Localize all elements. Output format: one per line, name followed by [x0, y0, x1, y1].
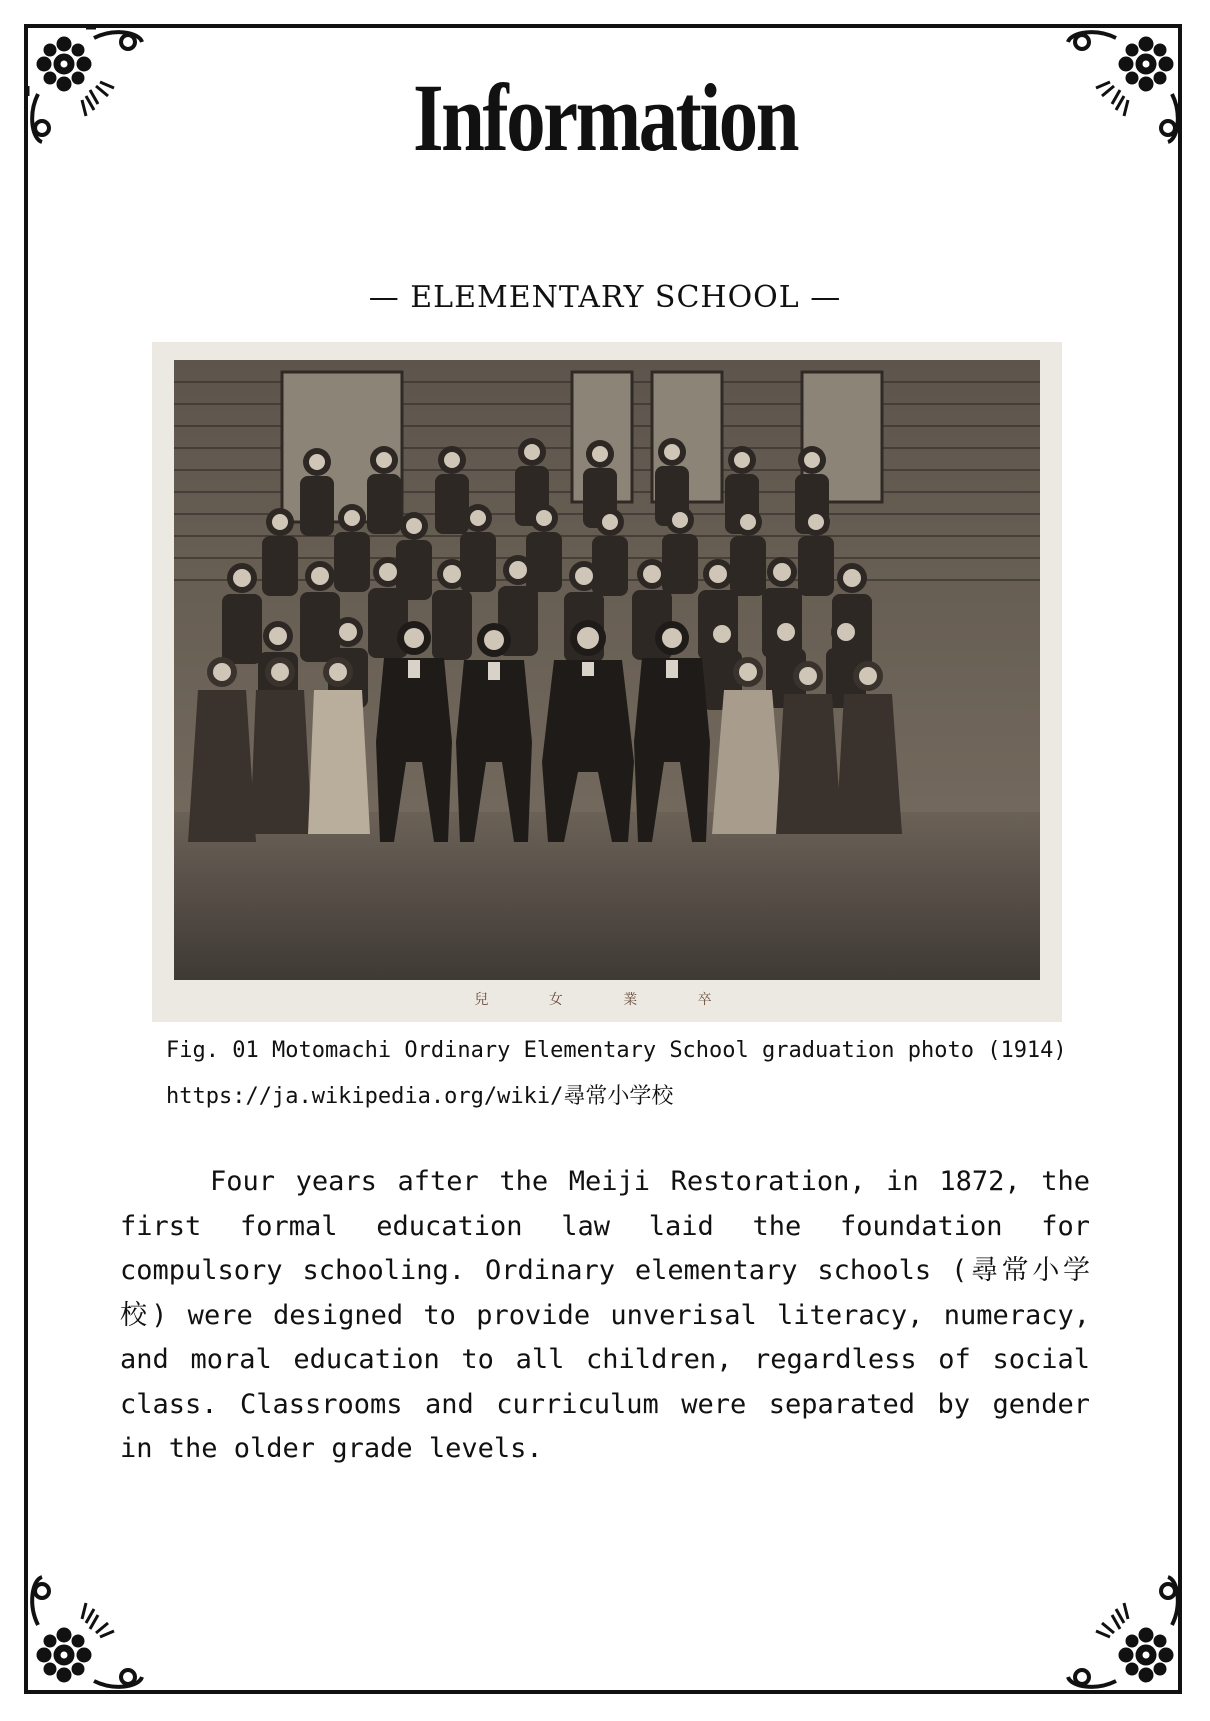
- body-paragraph: Four years after the Meiji Restoration, in 1872, the first formal education law laid the foundation for compulsory schooling. Ordinary elementary schools (尋常小学校) were designed to provide unverisal literacy, numeracy, and moral education to all children, regardless of social class. Classrooms and curriculum were separated by gender in the older grade levels.: [120, 1166, 1090, 1464]
- caption-source-link[interactable]: https://ja.wikipedia.org/wiki/尋常小学校: [166, 1084, 674, 1109]
- page-title: Information: [412, 64, 798, 171]
- section-subtitle: — ELEMENTARY SCHOOL —: [368, 280, 842, 315]
- corner-ornament-icon: [1056, 1565, 1186, 1695]
- corner-ornament-icon: [24, 1565, 154, 1695]
- photo-inscription: 兒 女 業 卒: [474, 992, 740, 1008]
- graduation-photo: [152, 342, 1062, 1022]
- caption-line-1: Fig. 01 Motomachi Ordinary Elementary School graduation photo (1914): [166, 1038, 1067, 1063]
- figure-caption: [166, 1028, 1067, 1120]
